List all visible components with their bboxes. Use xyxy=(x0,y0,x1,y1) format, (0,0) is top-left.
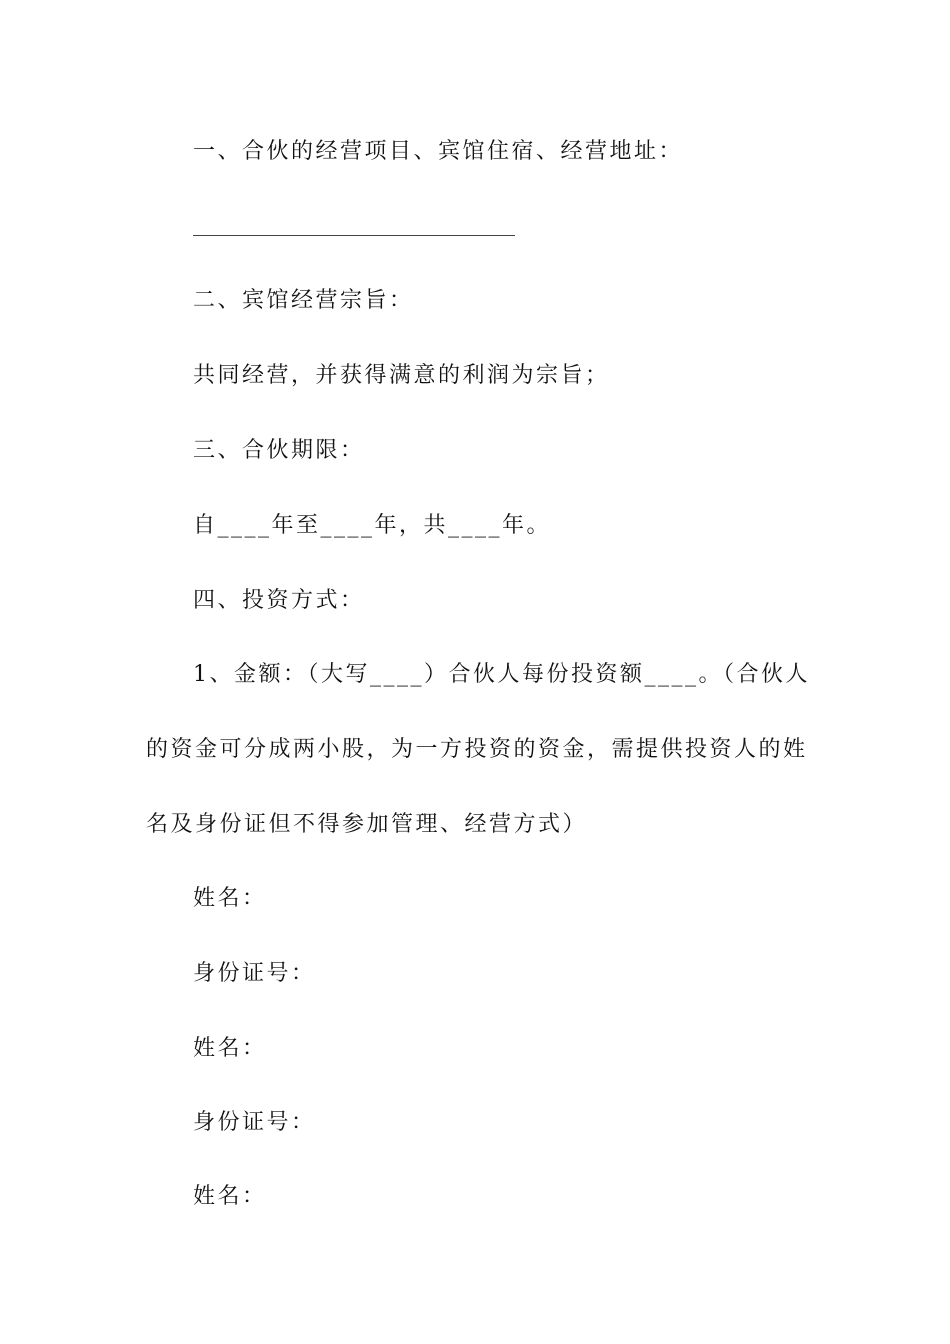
id-number-label: 身份证号： xyxy=(193,961,316,986)
amount-paragraph-line-3: 名及身份证但不得参加管理、经营方式） xyxy=(146,812,588,837)
section-2-heading: 二、宾馆经营宗旨： xyxy=(193,288,414,313)
section-1-heading: 一、合伙的经营项目、宾馆住宿、经营地址： xyxy=(193,139,684,164)
address-blank-underline xyxy=(193,235,515,236)
amount-paragraph-line-1: 1、金额：（大写____）合伙人每份投资额____。（合伙人 xyxy=(193,662,810,687)
section-3-heading: 三、合伙期限： xyxy=(193,438,365,463)
name-label: 姓名： xyxy=(193,1184,267,1209)
id-number-label: 身份证号： xyxy=(193,1110,316,1135)
section-4-heading: 四、投资方式： xyxy=(193,588,365,613)
name-label: 姓名： xyxy=(193,1036,267,1061)
term-text: 自____年至____年，共____年。 xyxy=(193,513,552,538)
purpose-text: 共同经营，并获得满意的利润为宗旨； xyxy=(193,363,610,388)
amount-paragraph-line-2: 的资金可分成两小股，为一方投资的资金，需提供投资人的姓 xyxy=(146,737,808,762)
name-label: 姓名： xyxy=(193,886,267,911)
